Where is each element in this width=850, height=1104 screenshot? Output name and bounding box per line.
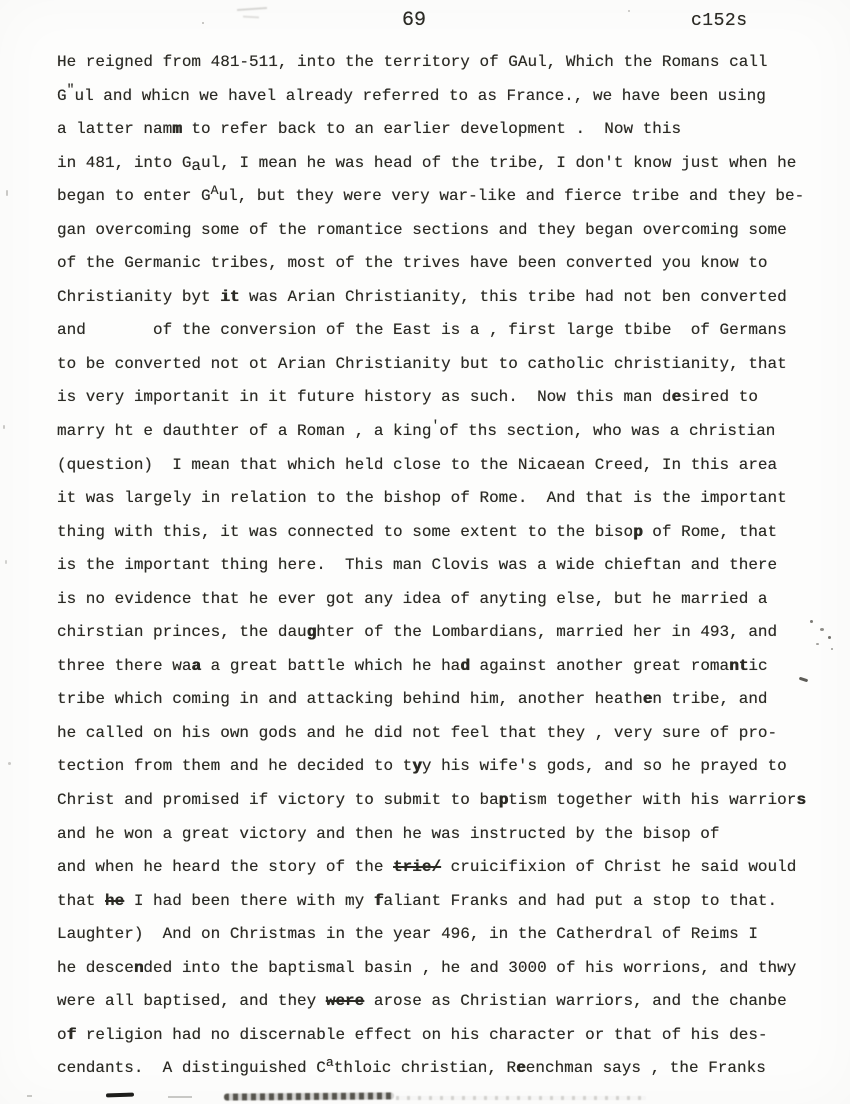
text-line: of religion had no discernable effect on his character or that of his des- — [57, 1025, 768, 1044]
text-line: a latter namm to refer back to an earlier development . Now this — [57, 120, 682, 139]
text-line: three there waa a great battle which he had against another great romantic — [57, 656, 768, 675]
text-line: began to enter $G^Aul$, but they were very war-like and fierce tribe and they be- — [57, 182, 805, 206]
scan-speck — [831, 648, 833, 650]
text-line: Laughter) And on Christmas in the year 496, in the Catherdral of Reims I — [57, 925, 758, 944]
scan-smudge — [224, 1092, 394, 1100]
pencil-mark — [237, 7, 267, 11]
text-line: He reigned from 481-511, into the territory of GAul, Which the Romans call — [57, 53, 768, 71]
text-line: were all baptised, and they were arose as Christian warriors, and the chanbe — [57, 992, 787, 1011]
text-line: in 481, into Gaul, I mean he was head of the tribe, I don't know just when he — [57, 153, 797, 175]
text-line: and of the conversion of the East is a , first large tbibe of Germans — [57, 321, 787, 340]
scan-speck — [828, 636, 831, 639]
text-line: chirstian princes, the daughter of the Lombardians, married her in 493, and — [57, 623, 778, 642]
scan-speck — [8, 762, 11, 765]
text-line: Christ and promised if victory to submit to baptism together with his warriors — [57, 791, 806, 810]
scan-speck — [6, 190, 8, 196]
page-number: 69 — [402, 9, 427, 32]
text-line: to be converted not ot Arian Christianity but to catholic christianity, that — [57, 354, 787, 373]
text-line: thing with this, it was connected to some extent to the bisop of Rome, that — [57, 522, 778, 541]
scan-speck — [820, 628, 824, 631]
text-line: tection from them and he decided to tyy his wife's gods, and so he prayed to — [57, 757, 787, 776]
scan-speck — [3, 425, 5, 429]
text-line: gan overcoming some of the romantice sections and they began overcoming some — [57, 220, 787, 239]
text-line: tribe which coming in and attacking behind him, another heathen tribe, and — [57, 690, 768, 709]
text-line: that he I had been there with my faliant Franks and had put a stop to that. — [57, 891, 778, 910]
scan-speck — [5, 560, 7, 564]
text-line: of the Germanic tribes, most of the trives have been converted you know to — [57, 254, 768, 273]
text-line: cendants. A distinguished $C^athloic$ christian, Reenchman says , the Franks — [57, 1055, 766, 1078]
document-code: c152s — [691, 11, 748, 31]
typewritten-text — [57, 46, 806, 1086]
text-line: marry ht e dauthter of a Roman , a king'of ths section, who was a christian — [57, 417, 776, 441]
scan-smudge — [106, 1093, 134, 1098]
text-line: is the important thing here. This man Clovis was a wide chieftan and there — [57, 556, 778, 575]
text-line: and he won a great victory and then he was instructed by the bisop of — [57, 824, 720, 843]
text-line: G"ul and whicn we havel already referred to as France., we have been using — [57, 82, 766, 105]
scan-speck — [810, 620, 813, 623]
scan-smudge — [27, 1095, 32, 1097]
text-line: it was largely in relation to the bishop of Rome. And that is the important — [57, 489, 787, 508]
text-line: is no evidence that he ever got any idea of anyting else, but he married a — [57, 589, 768, 608]
scan-speck — [816, 643, 819, 645]
scan-speck — [202, 22, 204, 24]
text-line: he called on his own gods and he did not feel that they , very sure of pro- — [57, 723, 778, 742]
text-line: Christianity byt it was Arian Christianity, this tribe had not ben converted — [57, 287, 787, 306]
scan-speck — [628, 10, 630, 12]
text-line: he descended into the baptismal basin , he and 3000 of his worrions, and thwy — [57, 958, 797, 977]
text-line: and when he heard the story of the trie/ cruicifixion of Christ he said would — [57, 858, 797, 877]
text-line: (question) I mean that which held close to the Nicaean Creed, In this area — [57, 455, 778, 474]
scan-smudge — [168, 1096, 192, 1098]
pencil-mark — [243, 16, 259, 19]
scan-smudge — [396, 1096, 646, 1100]
text-line: is very importanit in it future history as such. Now this man desired to — [57, 388, 758, 407]
